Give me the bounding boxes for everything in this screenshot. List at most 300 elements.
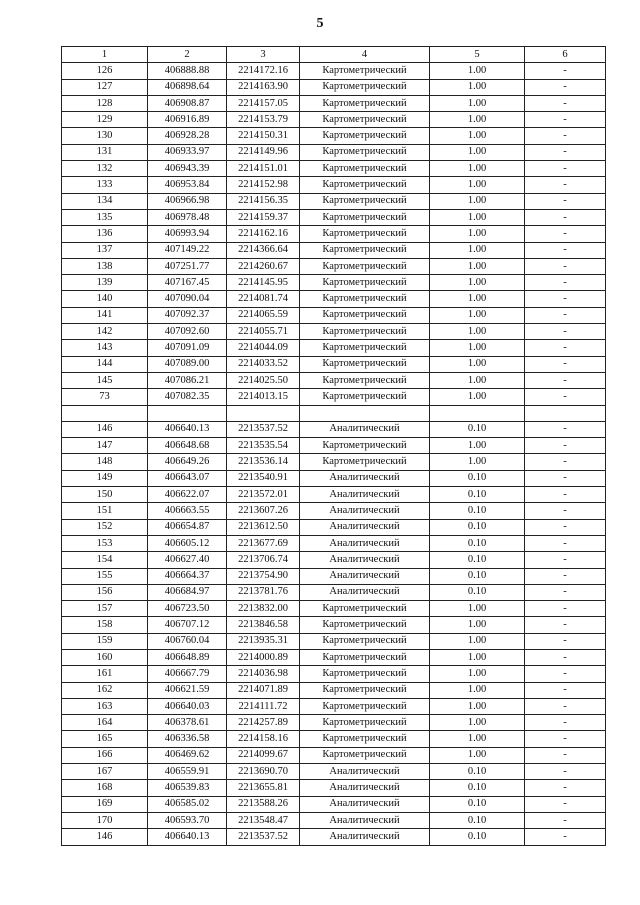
point-number-cell: 73 <box>62 389 148 405</box>
y-coordinate-cell: 2213607.26 <box>227 503 300 519</box>
table-row <box>62 209 606 225</box>
table-row <box>62 796 606 812</box>
description-cell: - <box>525 731 606 747</box>
y-coordinate-cell: 2213536.14 <box>227 454 300 470</box>
y-coordinate-cell: 2214257.89 <box>227 715 300 731</box>
accuracy-cell: 1.00 <box>430 144 525 160</box>
column-header: 6 <box>525 47 606 63</box>
description-cell: - <box>525 275 606 291</box>
y-coordinate-cell: 2214013.15 <box>227 389 300 405</box>
accuracy-cell: 1.00 <box>430 356 525 372</box>
point-number-cell: 129 <box>62 112 148 128</box>
y-coordinate-cell: 2214163.90 <box>227 79 300 95</box>
accuracy-cell: 0.10 <box>430 470 525 486</box>
x-coordinate-cell: 406469.62 <box>148 747 227 763</box>
y-coordinate-cell: 2213846.58 <box>227 617 300 633</box>
table-row <box>62 324 606 340</box>
x-coordinate-cell: 406916.89 <box>148 112 227 128</box>
table-row <box>62 438 606 454</box>
y-coordinate-cell: 2214111.72 <box>227 698 300 714</box>
description-cell: - <box>525 780 606 796</box>
accuracy-cell: 1.00 <box>430 715 525 731</box>
table-row <box>62 666 606 682</box>
method-cell: Картометрический <box>300 63 430 79</box>
table-row <box>62 487 606 503</box>
y-coordinate-cell: 2214366.64 <box>227 242 300 258</box>
x-coordinate-cell: 406593.70 <box>148 812 227 828</box>
method-cell: Аналитический <box>300 519 430 535</box>
method-cell: Картометрический <box>300 307 430 323</box>
x-coordinate-cell: 406933.97 <box>148 144 227 160</box>
accuracy-cell: 1.00 <box>430 617 525 633</box>
x-coordinate-cell: 406953.84 <box>148 177 227 193</box>
accuracy-cell: 1.00 <box>430 682 525 698</box>
method-cell: Картометрический <box>300 666 430 682</box>
method-cell: Картометрический <box>300 682 430 698</box>
accuracy-cell: 1.00 <box>430 177 525 193</box>
y-coordinate-cell: 2214162.16 <box>227 226 300 242</box>
method-cell: Картометрический <box>300 258 430 274</box>
y-coordinate-cell: 2214000.89 <box>227 649 300 665</box>
description-cell <box>525 405 606 421</box>
method-cell: Картометрический <box>300 454 430 470</box>
table-row <box>62 63 606 79</box>
description-cell: - <box>525 601 606 617</box>
description-cell: - <box>525 470 606 486</box>
method-cell: Картометрический <box>300 389 430 405</box>
point-number-cell: 147 <box>62 438 148 454</box>
x-coordinate-cell: 406684.97 <box>148 584 227 600</box>
table-row <box>62 405 606 421</box>
y-coordinate-cell: 2213540.91 <box>227 470 300 486</box>
description-cell: - <box>525 617 606 633</box>
accuracy-cell: 0.10 <box>430 780 525 796</box>
x-coordinate-cell: 406966.98 <box>148 193 227 209</box>
y-coordinate-cell: 2214036.98 <box>227 666 300 682</box>
accuracy-cell: 0.10 <box>430 829 525 845</box>
y-coordinate-cell: 2214145.95 <box>227 275 300 291</box>
table-row <box>62 389 606 405</box>
table-row <box>62 780 606 796</box>
column-header: 1 <box>62 47 148 63</box>
table-row <box>62 519 606 535</box>
accuracy-cell <box>430 405 525 421</box>
y-coordinate-cell: 2213548.47 <box>227 812 300 828</box>
accuracy-cell: 0.10 <box>430 535 525 551</box>
point-number-cell: 146 <box>62 829 148 845</box>
table-row <box>62 552 606 568</box>
y-coordinate-cell: 2214044.09 <box>227 340 300 356</box>
table-row <box>62 764 606 780</box>
table-row <box>62 340 606 356</box>
y-coordinate-cell: 2214153.79 <box>227 112 300 128</box>
y-coordinate-cell: 2214157.05 <box>227 95 300 111</box>
accuracy-cell: 1.00 <box>430 372 525 388</box>
accuracy-cell: 1.00 <box>430 128 525 144</box>
y-coordinate-cell <box>227 405 300 421</box>
table-row <box>62 812 606 828</box>
point-number-cell: 140 <box>62 291 148 307</box>
y-coordinate-cell: 2213677.69 <box>227 535 300 551</box>
table-row <box>62 144 606 160</box>
method-cell: Аналитический <box>300 764 430 780</box>
x-coordinate-cell: 406640.03 <box>148 698 227 714</box>
description-cell: - <box>525 682 606 698</box>
table-row <box>62 731 606 747</box>
method-cell: Картометрический <box>300 79 430 95</box>
method-cell: Картометрический <box>300 731 430 747</box>
point-number-cell: 154 <box>62 552 148 568</box>
point-number-cell: 151 <box>62 503 148 519</box>
method-cell: Картометрический <box>300 372 430 388</box>
x-coordinate-cell: 406978.48 <box>148 209 227 225</box>
x-coordinate-cell: 406640.13 <box>148 829 227 845</box>
description-cell: - <box>525 568 606 584</box>
method-cell: Картометрический <box>300 291 430 307</box>
accuracy-cell: 1.00 <box>430 454 525 470</box>
y-coordinate-cell: 2213612.50 <box>227 519 300 535</box>
x-coordinate-cell: 407251.77 <box>148 258 227 274</box>
accuracy-cell: 1.00 <box>430 601 525 617</box>
method-cell: Картометрический <box>300 242 430 258</box>
description-cell: - <box>525 764 606 780</box>
table-row <box>62 682 606 698</box>
point-number-cell: 156 <box>62 584 148 600</box>
y-coordinate-cell: 2214260.67 <box>227 258 300 274</box>
x-coordinate-cell: 406648.89 <box>148 649 227 665</box>
point-number-cell: 145 <box>62 372 148 388</box>
y-coordinate-cell: 2214033.52 <box>227 356 300 372</box>
accuracy-cell: 1.00 <box>430 291 525 307</box>
method-cell: Аналитический <box>300 780 430 796</box>
method-cell: Картометрический <box>300 193 430 209</box>
accuracy-cell: 0.10 <box>430 584 525 600</box>
accuracy-cell: 1.00 <box>430 226 525 242</box>
accuracy-cell: 1.00 <box>430 340 525 356</box>
method-cell: Картометрический <box>300 144 430 160</box>
x-coordinate-cell: 406627.40 <box>148 552 227 568</box>
method-cell: Картометрический <box>300 209 430 225</box>
method-cell <box>300 405 430 421</box>
description-cell: - <box>525 715 606 731</box>
accuracy-cell: 0.10 <box>430 487 525 503</box>
accuracy-cell: 1.00 <box>430 275 525 291</box>
x-coordinate-cell: 407082.35 <box>148 389 227 405</box>
point-number-cell: 162 <box>62 682 148 698</box>
table-row <box>62 633 606 649</box>
y-coordinate-cell: 2213572.01 <box>227 487 300 503</box>
accuracy-cell: 1.00 <box>430 324 525 340</box>
y-coordinate-cell: 2214149.96 <box>227 144 300 160</box>
y-coordinate-cell: 2214151.01 <box>227 161 300 177</box>
description-cell: - <box>525 226 606 242</box>
x-coordinate-cell: 407091.09 <box>148 340 227 356</box>
y-coordinate-cell: 2214071.89 <box>227 682 300 698</box>
x-coordinate-cell: 406643.07 <box>148 470 227 486</box>
description-cell: - <box>525 324 606 340</box>
table-row <box>62 584 606 600</box>
x-coordinate-cell: 407086.21 <box>148 372 227 388</box>
method-cell: Картометрический <box>300 95 430 111</box>
table-row <box>62 601 606 617</box>
x-coordinate-cell: 406663.55 <box>148 503 227 519</box>
table-row <box>62 617 606 633</box>
description-cell: - <box>525 193 606 209</box>
x-coordinate-cell: 406336.58 <box>148 731 227 747</box>
method-cell: Аналитический <box>300 470 430 486</box>
y-coordinate-cell: 2214025.50 <box>227 372 300 388</box>
point-number-cell: 155 <box>62 568 148 584</box>
accuracy-cell: 1.00 <box>430 209 525 225</box>
method-cell: Аналитический <box>300 584 430 600</box>
method-cell: Аналитический <box>300 796 430 812</box>
description-cell: - <box>525 796 606 812</box>
method-cell: Аналитический <box>300 552 430 568</box>
point-number-cell: 138 <box>62 258 148 274</box>
y-coordinate-cell: 2213690.70 <box>227 764 300 780</box>
method-cell: Картометрический <box>300 698 430 714</box>
accuracy-cell: 1.00 <box>430 63 525 79</box>
description-cell: - <box>525 177 606 193</box>
method-cell: Аналитический <box>300 421 430 437</box>
table-header-row <box>62 47 606 63</box>
description-cell: - <box>525 128 606 144</box>
point-number-cell: 149 <box>62 470 148 486</box>
accuracy-cell: 1.00 <box>430 242 525 258</box>
description-cell: - <box>525 698 606 714</box>
table-row <box>62 79 606 95</box>
x-coordinate-cell: 406707.12 <box>148 617 227 633</box>
accuracy-cell: 1.00 <box>430 649 525 665</box>
table-row <box>62 421 606 437</box>
y-coordinate-cell: 2214159.37 <box>227 209 300 225</box>
description-cell: - <box>525 666 606 682</box>
point-number-cell: 143 <box>62 340 148 356</box>
y-coordinate-cell: 2214065.59 <box>227 307 300 323</box>
table-row <box>62 503 606 519</box>
accuracy-cell: 1.00 <box>430 79 525 95</box>
accuracy-cell: 1.00 <box>430 747 525 763</box>
point-number-cell: 169 <box>62 796 148 812</box>
table-row <box>62 258 606 274</box>
table-row <box>62 470 606 486</box>
method-cell: Картометрический <box>300 715 430 731</box>
table-row <box>62 112 606 128</box>
x-coordinate-cell: 407092.37 <box>148 307 227 323</box>
point-number-cell: 131 <box>62 144 148 160</box>
method-cell: Картометрический <box>300 340 430 356</box>
y-coordinate-cell: 2214152.98 <box>227 177 300 193</box>
y-coordinate-cell: 2214055.71 <box>227 324 300 340</box>
point-number-cell: 135 <box>62 209 148 225</box>
point-number-cell: 164 <box>62 715 148 731</box>
x-coordinate-cell: 406993.94 <box>148 226 227 242</box>
x-coordinate-cell: 406621.59 <box>148 682 227 698</box>
table-row <box>62 747 606 763</box>
method-cell: Картометрический <box>300 128 430 144</box>
accuracy-cell: 0.10 <box>430 519 525 535</box>
description-cell: - <box>525 649 606 665</box>
y-coordinate-cell: 2213588.26 <box>227 796 300 812</box>
description-cell: - <box>525 829 606 845</box>
x-coordinate-cell: 406654.87 <box>148 519 227 535</box>
table-row <box>62 454 606 470</box>
x-coordinate-cell: 406760.04 <box>148 633 227 649</box>
point-number-cell: 132 <box>62 161 148 177</box>
method-cell: Картометрический <box>300 601 430 617</box>
description-cell: - <box>525 487 606 503</box>
coordinates-table <box>61 46 606 846</box>
accuracy-cell: 1.00 <box>430 307 525 323</box>
method-cell: Картометрический <box>300 617 430 633</box>
table-row <box>62 291 606 307</box>
accuracy-cell: 1.00 <box>430 161 525 177</box>
description-cell: - <box>525 95 606 111</box>
description-cell: - <box>525 242 606 258</box>
point-number-cell: 127 <box>62 79 148 95</box>
description-cell: - <box>525 584 606 600</box>
x-coordinate-cell: 407090.04 <box>148 291 227 307</box>
point-number-cell: 134 <box>62 193 148 209</box>
description-cell: - <box>525 519 606 535</box>
x-coordinate-cell: 406649.26 <box>148 454 227 470</box>
y-coordinate-cell: 2213706.74 <box>227 552 300 568</box>
accuracy-cell: 0.10 <box>430 568 525 584</box>
accuracy-cell: 1.00 <box>430 95 525 111</box>
column-header: 3 <box>227 47 300 63</box>
method-cell: Картометрический <box>300 747 430 763</box>
method-cell: Картометрический <box>300 438 430 454</box>
point-number-cell: 137 <box>62 242 148 258</box>
page-number: 5 <box>316 16 324 31</box>
x-coordinate-cell: 406378.61 <box>148 715 227 731</box>
accuracy-cell: 1.00 <box>430 633 525 649</box>
point-number-cell: 136 <box>62 226 148 242</box>
y-coordinate-cell: 2214156.35 <box>227 193 300 209</box>
table-row <box>62 193 606 209</box>
x-coordinate-cell: 406908.87 <box>148 95 227 111</box>
y-coordinate-cell: 2213935.31 <box>227 633 300 649</box>
table-row <box>62 568 606 584</box>
description-cell: - <box>525 63 606 79</box>
method-cell: Картометрический <box>300 633 430 649</box>
point-number-cell: 148 <box>62 454 148 470</box>
point-number-cell: 130 <box>62 128 148 144</box>
x-coordinate-cell: 407149.22 <box>148 242 227 258</box>
description-cell: - <box>525 144 606 160</box>
table-row <box>62 535 606 551</box>
description-cell: - <box>525 161 606 177</box>
accuracy-cell: 1.00 <box>430 731 525 747</box>
accuracy-cell: 1.00 <box>430 698 525 714</box>
description-cell: - <box>525 340 606 356</box>
description-cell: - <box>525 421 606 437</box>
point-number-cell: 163 <box>62 698 148 714</box>
column-header: 4 <box>300 47 430 63</box>
column-header: 5 <box>430 47 525 63</box>
description-cell: - <box>525 258 606 274</box>
point-number-cell: 167 <box>62 764 148 780</box>
point-number-cell: 133 <box>62 177 148 193</box>
description-cell: - <box>525 372 606 388</box>
x-coordinate-cell: 407089.00 <box>148 356 227 372</box>
table-row <box>62 649 606 665</box>
point-number-cell: 150 <box>62 487 148 503</box>
y-coordinate-cell: 2214150.31 <box>227 128 300 144</box>
point-number-cell: 158 <box>62 617 148 633</box>
y-coordinate-cell: 2214172.16 <box>227 63 300 79</box>
accuracy-cell: 1.00 <box>430 258 525 274</box>
table-row <box>62 226 606 242</box>
method-cell: Аналитический <box>300 487 430 503</box>
y-coordinate-cell: 2213537.52 <box>227 829 300 845</box>
point-number-cell: 146 <box>62 421 148 437</box>
column-header: 2 <box>148 47 227 63</box>
description-cell: - <box>525 552 606 568</box>
description-cell: - <box>525 356 606 372</box>
point-number-cell: 157 <box>62 601 148 617</box>
point-number-cell: 141 <box>62 307 148 323</box>
y-coordinate-cell: 2214081.74 <box>227 291 300 307</box>
description-cell: - <box>525 535 606 551</box>
accuracy-cell: 0.10 <box>430 552 525 568</box>
table-row <box>62 128 606 144</box>
method-cell: Картометрический <box>300 177 430 193</box>
description-cell: - <box>525 438 606 454</box>
point-number-cell: 152 <box>62 519 148 535</box>
method-cell: Картометрический <box>300 226 430 242</box>
description-cell: - <box>525 747 606 763</box>
table-row <box>62 242 606 258</box>
accuracy-cell: 1.00 <box>430 438 525 454</box>
method-cell: Картометрический <box>300 161 430 177</box>
table-row <box>62 95 606 111</box>
point-number-cell: 153 <box>62 535 148 551</box>
description-cell: - <box>525 291 606 307</box>
method-cell: Аналитический <box>300 503 430 519</box>
method-cell: Аналитический <box>300 535 430 551</box>
table-row <box>62 715 606 731</box>
table-row <box>62 177 606 193</box>
x-coordinate-cell: 406648.68 <box>148 438 227 454</box>
description-cell: - <box>525 454 606 470</box>
accuracy-cell: 0.10 <box>430 812 525 828</box>
accuracy-cell: 1.00 <box>430 389 525 405</box>
point-number-cell: 126 <box>62 63 148 79</box>
description-cell: - <box>525 812 606 828</box>
method-cell: Картометрический <box>300 112 430 128</box>
x-coordinate-cell: 407092.60 <box>148 324 227 340</box>
y-coordinate-cell: 2213537.52 <box>227 421 300 437</box>
y-coordinate-cell: 2214099.67 <box>227 747 300 763</box>
x-coordinate-cell: 406559.91 <box>148 764 227 780</box>
x-coordinate-cell: 406723.50 <box>148 601 227 617</box>
x-coordinate-cell: 406888.88 <box>148 63 227 79</box>
method-cell: Картометрический <box>300 356 430 372</box>
x-coordinate-cell: 406622.07 <box>148 487 227 503</box>
description-cell: - <box>525 209 606 225</box>
x-coordinate-cell: 406898.64 <box>148 79 227 95</box>
point-number-cell: 139 <box>62 275 148 291</box>
table-row <box>62 829 606 845</box>
accuracy-cell: 1.00 <box>430 112 525 128</box>
table-row <box>62 307 606 323</box>
description-cell: - <box>525 503 606 519</box>
accuracy-cell: 0.10 <box>430 421 525 437</box>
method-cell: Картометрический <box>300 324 430 340</box>
accuracy-cell: 0.10 <box>430 796 525 812</box>
y-coordinate-cell: 2213781.76 <box>227 584 300 600</box>
